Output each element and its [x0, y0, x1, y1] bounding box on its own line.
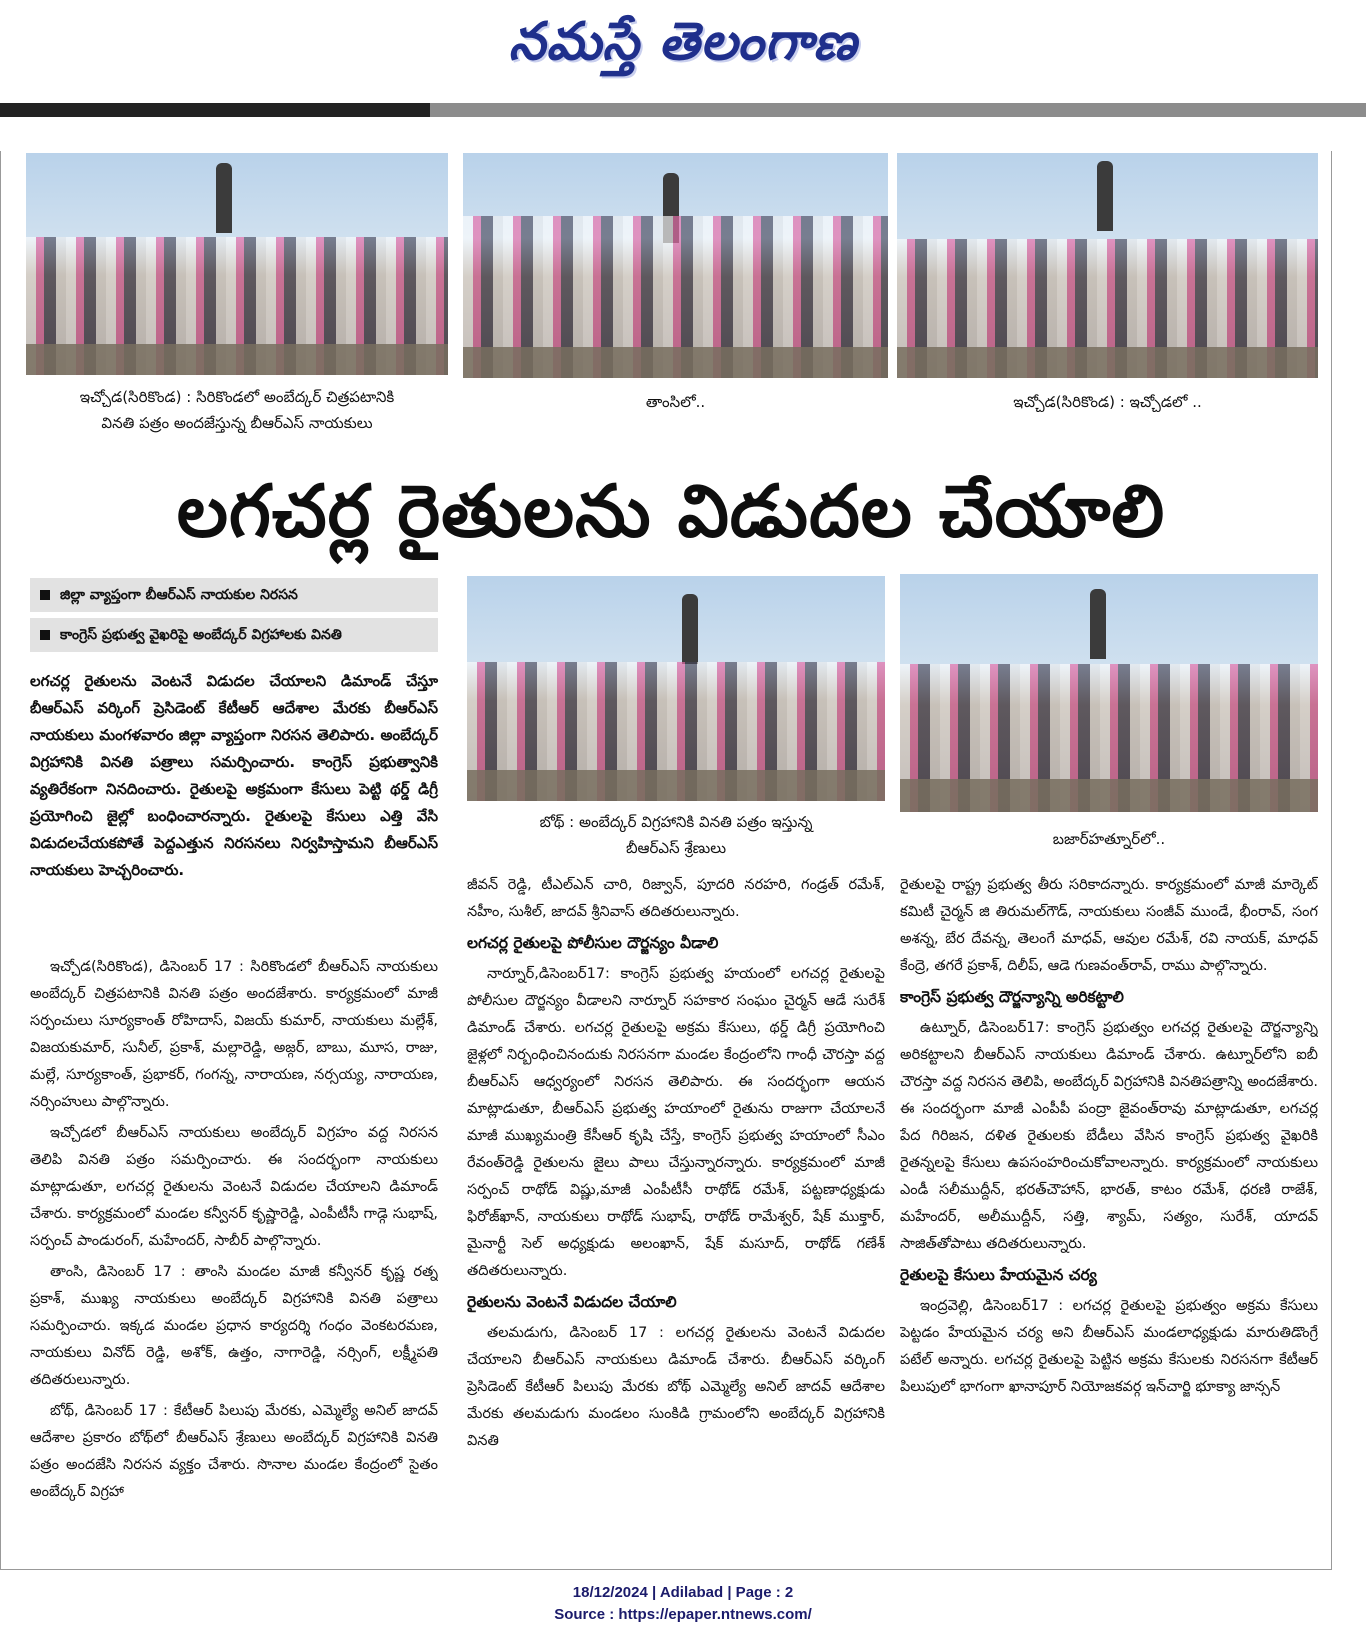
photo-bazarhatnoor: [900, 574, 1318, 812]
article-paragraph: తలమడుగు, డిసెంబర్ 17 : లగచర్ల రైతులను వెంటనే విడుదల చేయాలని బీఆర్ఎస్ నాయకులు డిమాండ్ చేశారు. బీఆర్ఎస్ వర్కింగ్ ప్రెసిడెంట్ కేటీఆర్ పిలుపు మేరకు బోథ్ ఎమ్మెల్యే అనిల్ జాదవ్ ఆదేశాల మేరకు తలమడుగు మండలం సుంకిడి గ్రామంలోని అంబేద్కర్ విగ్రహానికి వినతి: [467, 1325, 885, 1449]
article-paragraph: జీవన్ రెడ్డి, టీఎల్ఎన్ చారి, రిజ్వాన్, పూదరి నరహరి, గండ్రత్ రమేశ్, నహీం, సుశీల్, జాదవ్ శ్రీనివాస్ తదితరులున్నారు.: [467, 877, 885, 920]
ground-shape: [26, 344, 448, 375]
main-headline: లగచర్ల రైతులను విడుదల చేయాలి: [176, 469, 1166, 553]
article-column-1: [30, 954, 438, 1559]
ground-shape: [900, 779, 1318, 812]
ground-shape: [463, 347, 888, 379]
article-paragraph: నార్నూర్,డిసెంబర్17: కాంగ్రెస్ ప్రభుత్వ హయంలో లగచర్ల రైతులపై పోలీసుల దౌర్జన్యం వీడాలని నార్నూర్ సహకార సంఘం చైర్మన్ ఆడే సురేశ్ డిమాండ్ చేశారు. లగచర్ల రైతులపై అక్రమ కేసులు, థర్డ్ డిగ్రీ ప్రయోగించి జైళ్లలో నిర్బంధించినందుకు నిరసనగా మండల కేంద్రంలోని గాంధీ చౌరస్తా వద్ద బీఆర్ఎస్ ఆధ్వర్యంలో నిరసన తెలిపారు. ఈ సందర్భంగా ఆయన మాట్లాడుతూ, బీఆర్ఎస్ ప్రభుత్వ హయాంలో రైతును రాజుగా చేయాలనే మాజీ ముఖ్యమంత్రి కేసీఆర్ కృషి చేస్తే, కాంగ్రెస్ ప్రభుత్వ హయాంలో సీఎం రేవంత్‌రెడ్డి రైతులను జైలు పాలు చేస్తున్నారన్నారు. కార్యక్రమంలో మాజీ సర్పంచ్ రాథోడ్ విష్ణు,మాజీ ఎంపీటీసీ రాథోడ్ రమేశ్, పట్టణాధ్యక్షుడు ఫిరోజ్‌ఖాన్, నాయకులు రాథోడ్ సుభాష్, రాథోడ్ రామేశ్వర్, షేక్ ముక్తార్, మైనార్టీ సెల్ అధ్యక్షుడు అలంఖాన్, షేక్ మసూద్, రాథోడ్ గణేశ్ తదితరులున్నారు.: [467, 966, 885, 1279]
article-paragraph: ఇచ్చోడ(సిరికొండ), డిసెంబర్ 17 : సిరికొండలో బీఆర్ఎస్ నాయకులు అంబేద్కర్ చిత్రపటానికి వినతి పత్రం అందజేశారు. కార్యక్రమంలో మాజీ సర్పంచులు సూర్యకాంత్ రోహిదాస్, విజయ్ కుమార్, నాయకులు మల్లేశ్, విజయకుమార్, సునీల్, ప్రకాశ్, మల్లారెడ్డి, అజ్గర్, బాబు, మూస, రాజు, మల్లే, సూర్యకాంత్, ప్రభాకర్, గంగన్న, నారాయణ, నర్సయ్య, నారాయణ, నర్సింహులు పాల్గొన్నారు.: [30, 959, 438, 1110]
ground-shape: [467, 770, 885, 802]
caption-photo-3: [897, 389, 1318, 415]
article-column-2: [467, 872, 885, 1560]
square-bullet-icon: [40, 630, 50, 640]
edition-info: 18/12/2024 | Adilabad | Page : 2: [572, 1584, 794, 1601]
source-link[interactable]: Source : https://epaper.ntnews.com/: [554, 1606, 812, 1623]
masthead: [0, 0, 1366, 100]
highlight-bullet: [30, 578, 438, 612]
photo-boath: [467, 576, 885, 801]
photo-sirikonda: [26, 153, 448, 375]
article-paragraph: రైతులపై రాష్ట్ర ప్రభుత్వ తీరు సరికాదన్నారు. కార్యక్రమంలో మాజీ మార్కెట్ కమిటీ చైర్మన్ జి తిరుమల్‌గౌడ్, నాయకులు సంజీవ్ ముండే, భీంరావ్, సంగ అశన్న, బేర దేవన్న, తెలంగే మాధవ్, ఆవుల రమేశ్, రవి నాయక్, మాధవ్ కేంద్రె, తగరే ప్రకాశ్, దిలీప్, ఆడె గుణవంత్‌రావ్, రాము పాల్గొన్నారు.: [900, 877, 1318, 974]
caption-photo-2: [463, 389, 888, 415]
caption-line: వినతి పత్రం అందజేస్తున్న బీఆర్ఎస్ నాయకులు: [101, 414, 373, 432]
masthead-rule-grey: [430, 103, 1366, 117]
caption-line: బజార్‌హత్నూర్‌లో..: [1052, 830, 1166, 848]
masthead-rule-dark: [0, 103, 430, 117]
ground-shape: [897, 347, 1318, 379]
caption-line: బోథ్ : అంబేద్కర్ విగ్రహానికి వినతి పత్రం ఇస్తున్న: [539, 813, 813, 831]
statue-shape: [682, 594, 698, 664]
article-paragraph: బోథ్, డిసెంబర్ 17 : కేటీఆర్ పిలుపు మేరకు, ఎమ్మెల్యే అనిల్ జాదవ్ ఆదేశాల ప్రకారం బోథ్‌లో బీఆర్ఎస్ శ్రేణులు అంబేద్కర్ విగ్రహానికి వినతి పత్రం అందజేసి నిరసన వ్యక్తం చేశారు. సొనాల మండల కేంద్రంలో సైతం అంబేద్కర్ విగ్రహా: [30, 1403, 438, 1500]
newspaper-logo: నమస్తే తెలంగాణ: [508, 12, 858, 72]
photo-tamsi: [463, 153, 888, 378]
statue-shape: [216, 163, 232, 233]
article-paragraph: తాంసి, డిసెంబర్ 17 : తాంసి మండల మాజీ కన్వీనర్ కృష్ణ రత్న ప్రకాశ్, ముఖ్య నాయకులు అంబేద్కర్ విగ్రహానికి వినతి పత్రాలు సమర్పించారు. ఇక్కడ మండల ప్రధాన కార్యదర్శి గంధం వెంకటరమణ, నాయకులు వినోద్ రెడ్డి, అశోక్, ఉత్తం, నాగారెడ్డి, నర్సింగ్, లక్ష్మీపతి తదితరులున్నారు.: [30, 1264, 438, 1388]
article-paragraph: ఇచ్చోడలో బీఆర్ఎస్ నాయకులు అంబేద్కర్ విగ్రహం వద్ద నిరసన తెలిపి వినతి పత్రం సమర్పించారు. ఈ సందర్భంగా నాయకులు మాట్లాడుతూ, లగచర్ల రైతులను వెంటనే విడుదల చేయాలని డిమాండ్ చేశారు. కార్యక్రమంలో మండల కన్వీనర్ కృష్ణారెడ్డి, ఎంపీటీసీ గాడ్గె సుభాష్, సర్పంచ్ పాండురంగ్, మహేందర్, సాబీర్ పాల్గొన్నారు.: [30, 1125, 438, 1249]
caption-photo-1: [26, 384, 448, 436]
statue-shape: [1090, 589, 1106, 659]
section-subheading: రైతులపై కేసులు హేయమైన చర్య: [900, 1266, 1097, 1284]
square-bullet-icon: [40, 590, 50, 600]
caption-line: బీఆర్ఎస్ శ్రేణులు: [625, 839, 727, 857]
caption-line: ఇచ్చోడ(సిరికొండ) : ఇచ్చోడలో ..: [1013, 393, 1202, 411]
section-subheading: లగచర్ల రైతులపై పోలీసుల దౌర్జన్యం వీడాలి: [467, 934, 719, 952]
caption-line: తాంసిలో..: [645, 393, 706, 411]
bullet-text: జిల్లా వ్యాప్తంగా బీఆర్ఎస్ నాయకుల నిరసన: [60, 587, 298, 603]
page-footer: [0, 1582, 1366, 1626]
section-subheading: రైతులను వెంటనే విడుదల చేయాలి: [467, 1293, 677, 1311]
caption-photo-4: [467, 809, 885, 861]
article-column-3: [900, 872, 1318, 1560]
caption-photo-5: [900, 826, 1318, 852]
bullet-text: కాంగ్రెస్ ప్రభుత్వ వైఖరిపై అంబేద్కర్ విగ్రహాలకు వినతి: [60, 627, 342, 643]
lead-paragraph: లగచర్ల రైతులను వెంటనే విడుదల చేయాలని డిమాండ్ చేస్తూ బీఆర్ఎస్ వర్కింగ్ ప్రెసిడెంట్ కేటీఆర్ ఆదేశాల మేరకు బీఆర్ఎస్ నాయకులు మంగళవారం జిల్లా వ్యాప్తంగా నిరసన తెలిపారు. అంబేద్కర్ విగ్రహానికి వినతి పత్రాలు సమర్పించారు. కాంగ్రెస్ ప్రభుత్వానికి వ్యతిరేకంగా నినదించారు. రైతులపై అక్రమంగా కేసులు పెట్టి థర్డ్ డిగ్రీ ప్రయోగించి జైల్లో బంధించారన్నారు. రైతులపై కేసులు ఎత్తి వేసి విడుదలచేయకపోతే పెద్దఎత్తున నిరసనలు నిర్వహిస్తామని బీఆర్ఎస్ నాయకులు హెచ్చరించారు.: [30, 672, 438, 879]
article-paragraph: ఇంద్రవెల్లి, డిసెంబర్17 : లగచర్ల రైతులపై ప్రభుత్వం అక్రమ కేసులు పెట్టడం హేయమైన చర్య అని బీఆర్ఎస్ మండలాధ్యక్షుడు మారుతిడొంగ్రే పటేల్ అన్నారు. లగచర్ల రైతులపై పెట్టిన అక్రమ కేసులకు నిరసనగా కేటీఆర్ పిలుపులో భాగంగా ఖానాపూర్ నియోజకవర్గ ఇన్‌చార్జి భూక్యా జాన్సన్: [900, 1298, 1318, 1395]
photo-ichoda: [897, 153, 1318, 378]
highlight-bullet: [30, 618, 438, 652]
statue-shape: [1097, 161, 1113, 231]
section-subheading: కాంగ్రెస్ ప్రభుత్వ దౌర్జన్యాన్ని అరికట్టాలి: [900, 988, 1124, 1006]
article-paragraph: ఉట్నూర్, డిసెంబర్17: కాంగ్రెస్ ప్రభుత్వం లగచర్ల రైతులపై దౌర్జన్యాన్ని అరికట్టాలని బీఆర్ఎస్ నాయకులు డిమాండ్ చేశారు. ఉట్నూర్‌లోని ఐబీ చౌరస్తా వద్ద నిరసన తెలిపి, అంబేద్కర్ విగ్రహానికి వినతిపత్రాన్ని అందజేశారు. ఈ సందర్భంగా మాజీ ఎంపీపీ పంద్రా జైవంత్‌రావు మాట్లాడుతూ, లగచర్ల పేద గిరిజన, దళిత రైతులకు బేడీలు వేసిన కాంగ్రెస్ ప్రభుత్వ వైఖరికి రైతన్నలపై కేసులు ఉపసంహరించుకోవాలన్నారు. కార్యక్రమంలో నాయకులు ఎండీ సలీముద్దీన్, భరత్‌చౌహాన్, భారత్, కాటం రమేశ్, ధరణి రాజేశ్, మహేందర్, అలీముద్దీన్, సత్తి, శ్యామ్, సత్యం, సురేశ్, యాదవ్ సాజిత్‌తోపాటు తదితరులున్నారు.: [900, 1020, 1318, 1252]
caption-line: ఇచ్చోడ(సిరికొండ) : సిరికొండలో అంబేద్కర్ చిత్రపటానికి: [79, 388, 395, 406]
highlight-bullets: [30, 578, 438, 658]
